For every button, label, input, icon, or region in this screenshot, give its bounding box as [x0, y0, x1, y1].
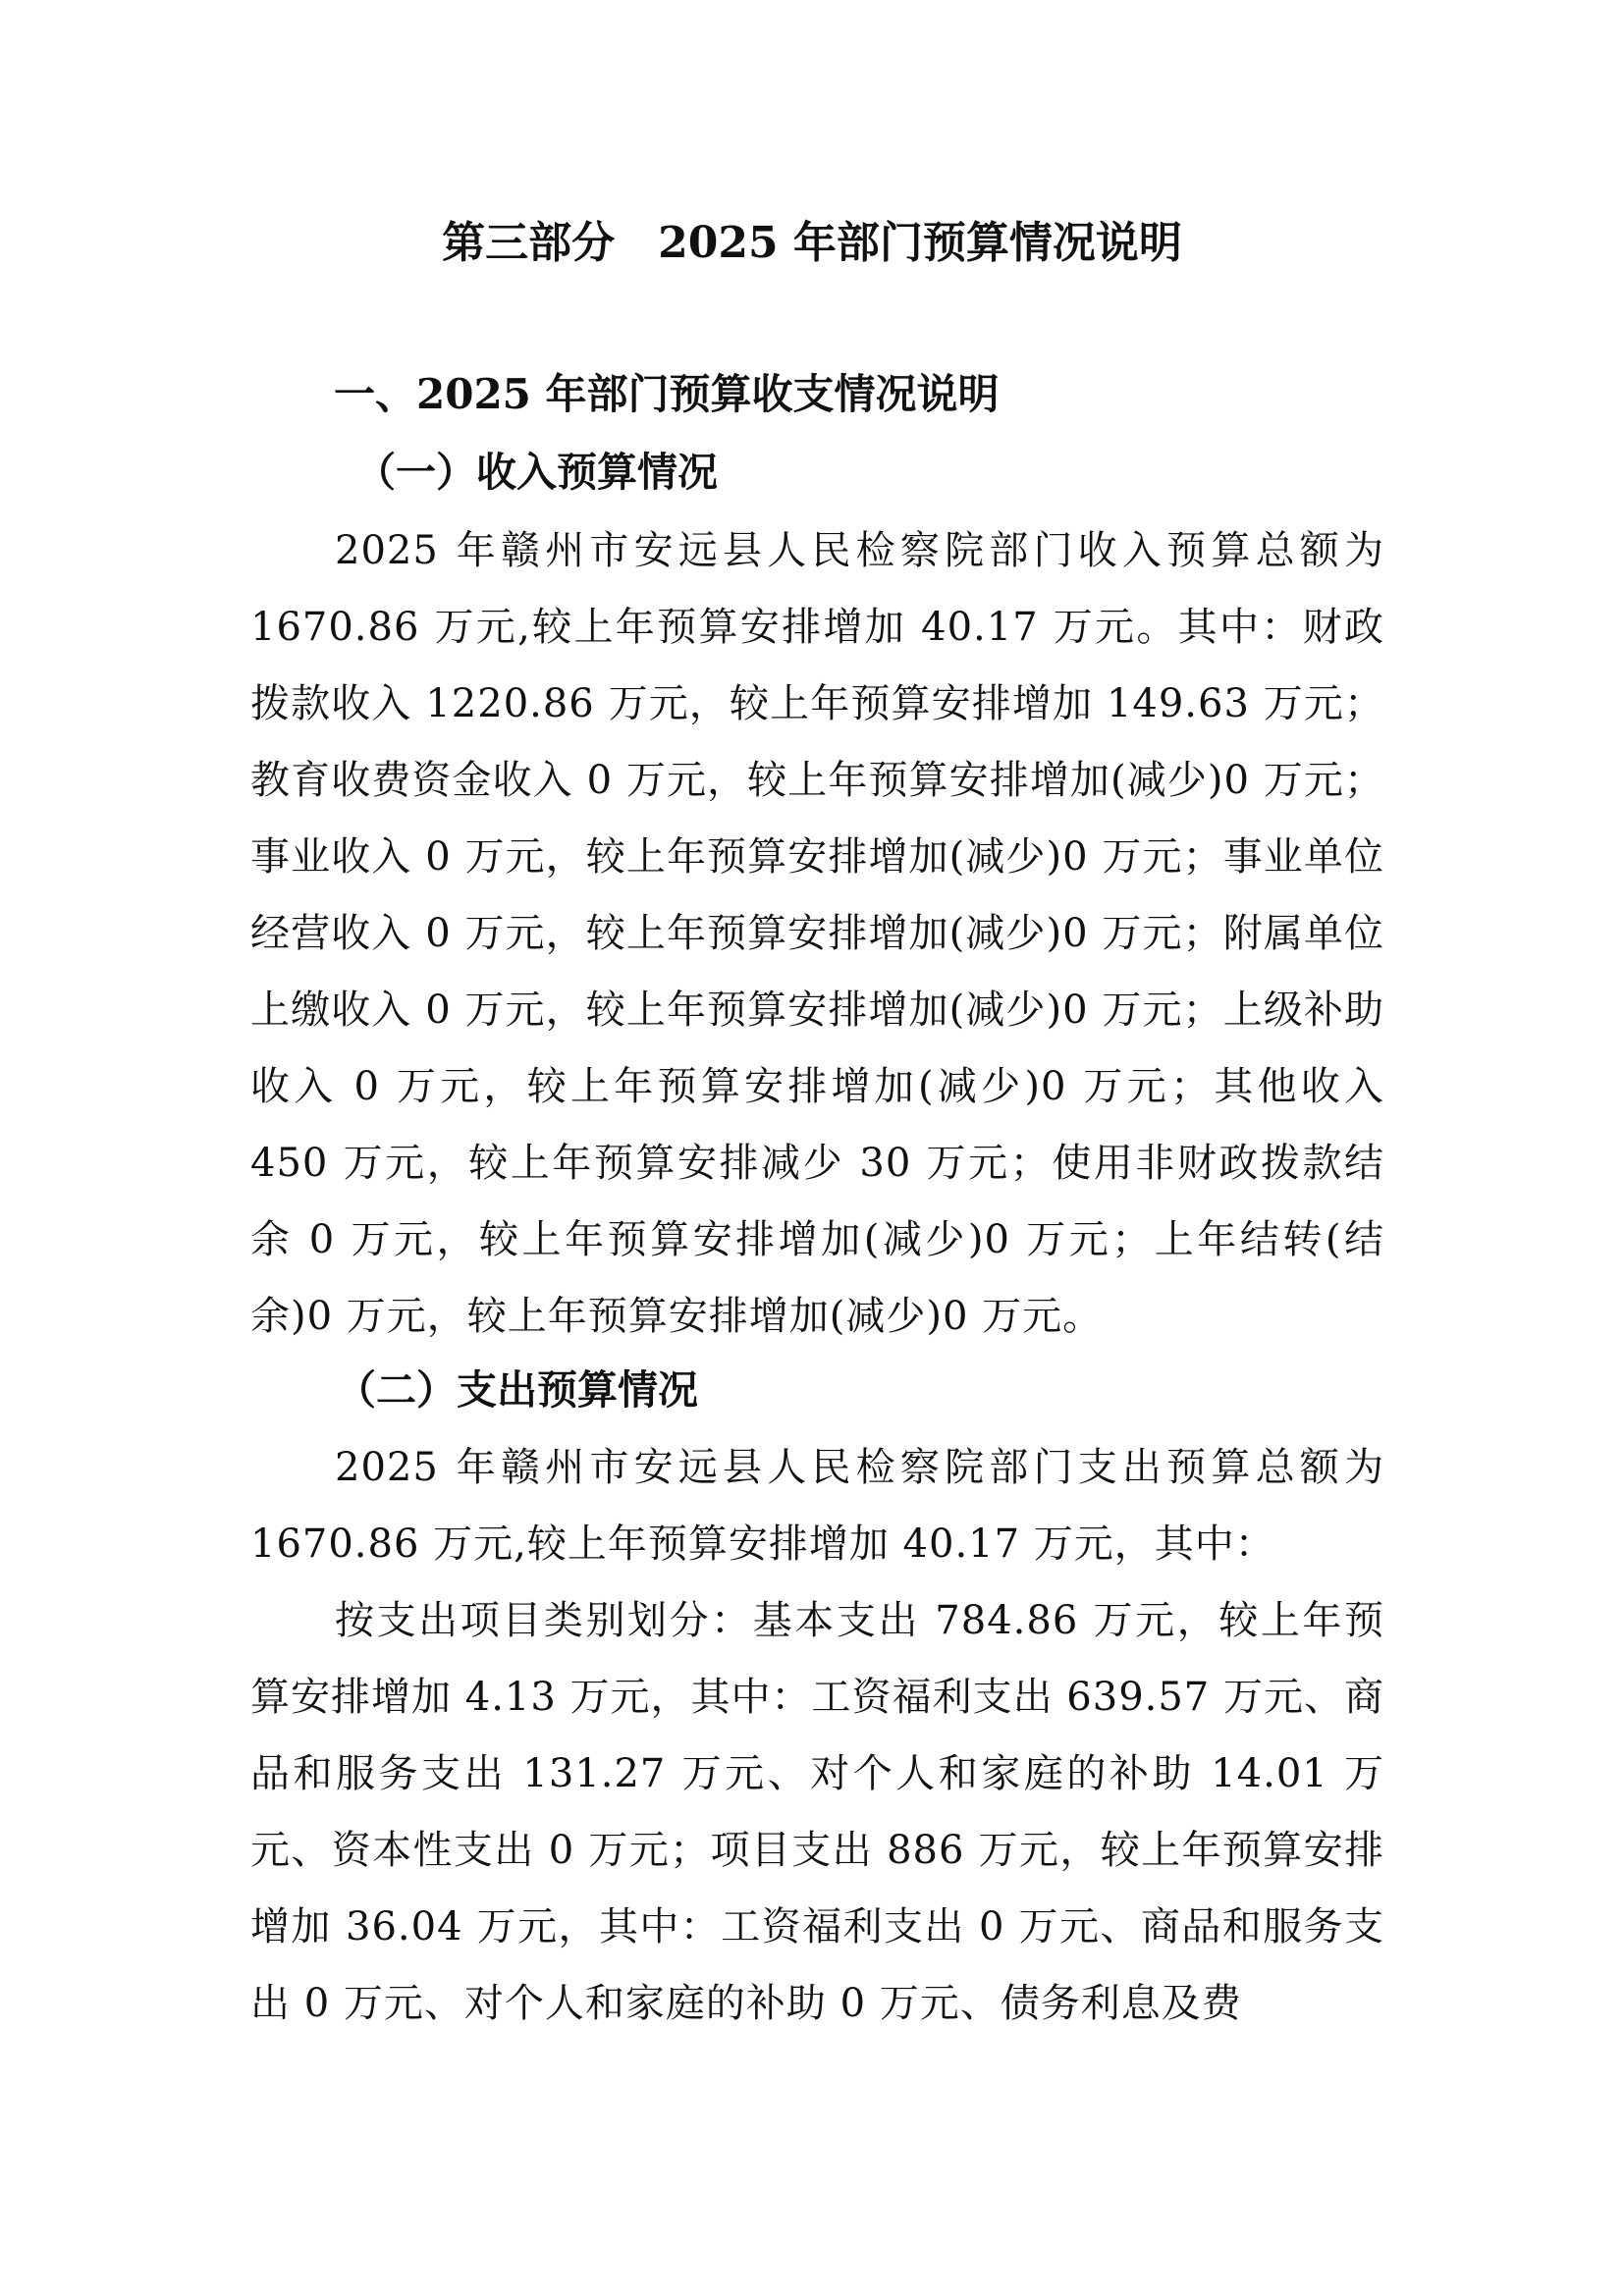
sub-heading-expenditure-budget: （二）支出预算情况: [336, 1366, 698, 1414]
expenditure-category-paragraph: 按支出项目类别划分：基本支出 784.86 万元，较上年预算安排增加 4.13 万元，其中：工资福利支出 639.57 万元、商品和服务支出 131.27 万元、对个人和家庭的补助 14.01 万元、资本性支出 0 万元；项目支出 886 万元，较上年预算安排增加 36.04 万元，其中：工资福利支出 0 万元、商品和服务支出 0 万元、对个人和家庭的补助 0 万元、债务利息及费: [250, 1598, 1384, 2026]
expenditure-total-paragraph: 2025 年赣州市安远县人民检察院部门支出预算总额为 1670.86 万元,较上年预算安排增加 40.17 万元，其中：: [250, 1445, 1384, 1567]
page-title: 第三部分 2025 年部门预算情况说明: [442, 218, 1182, 268]
sub-heading-income-budget: （一）收入预算情况: [355, 449, 718, 496]
section-heading-budget-overview: 一、2025 年部门预算收支情况说明: [334, 370, 1000, 418]
income-budget-paragraph: 2025 年赣州市安远县人民检察院部门收入预算总额为 1670.86 万元,较上年预算安排增加 40.17 万元。其中：财政拨款收入 1220.86 万元，较上年预算安排增加 149.63 万元；教育收费资金收入 0 万元，较上年预算安排增加(减少)0 万元；事业收入 0 万元，较上年预算安排增加(减少)0 万元；事业单位经营收入 0 万元，较上年预算安排增加(减少)0 万元；附属单位上缴收入 0 万元，较上年预算安排增加(减少)0 万元；上级补助收入 0 万元，较上年预算安排增加(减少)0 万元；其他收入 450 万元，较上年预算安排减少 30 万元；使用非财政拨款结余 0 万元，较上年预算安排增加(减少)0 万元；上年结转(结余)0 万元，较上年预算安排增加(减少)0 万元。: [250, 528, 1384, 1339]
